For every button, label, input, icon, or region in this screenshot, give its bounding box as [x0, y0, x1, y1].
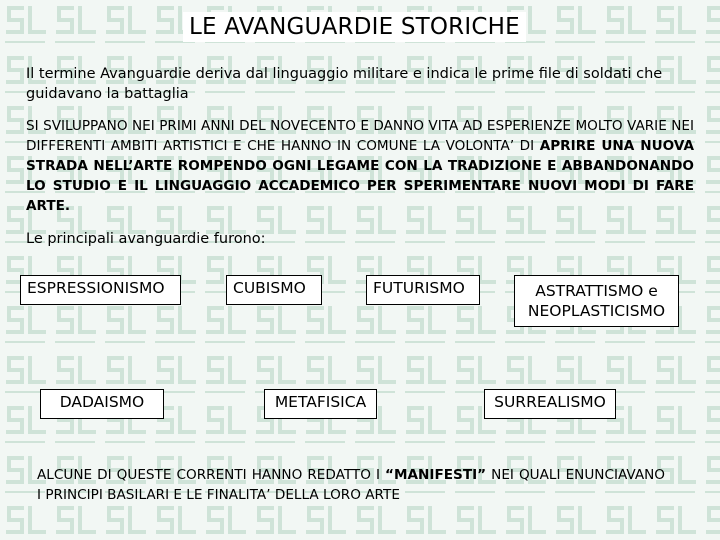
- watermark-sl-tile: [356, 508, 394, 540]
- watermark-sl-tile: [706, 8, 720, 42]
- watermark-sl-tile: [406, 308, 444, 342]
- watermark-sl-tile: [706, 458, 720, 492]
- movement-espressionismo: ESPRESSIONISMO: [20, 275, 181, 305]
- watermark-sl-tile: [306, 308, 344, 342]
- watermark-sl-tile: [356, 358, 394, 392]
- watermark-sl-tile: [306, 508, 344, 540]
- movement-metafisica: METAFISICA: [264, 389, 377, 419]
- movement-surrealismo: SURREALISMO: [484, 389, 616, 419]
- watermark-sl-tile: [406, 408, 444, 442]
- description-paragraph: [26, 116, 694, 216]
- footer-regular-end: NEI QUALI ENUNCIAVANO I PRINCIPI BASILARI E LE FINALITA’ DELLA LORO ARTE: [37, 467, 665, 503]
- page-title: LE AVANGUARDIE STORICHE: [183, 12, 526, 42]
- watermark-sl-tile: [556, 358, 594, 392]
- watermark-sl-tile: [256, 358, 294, 392]
- watermark-sl-tile: [456, 358, 494, 392]
- watermark-sl-tile: [556, 508, 594, 540]
- watermark-sl-tile: [56, 508, 94, 540]
- watermark-sl-tile: [6, 408, 44, 442]
- watermark-sl-tile: [656, 408, 694, 442]
- watermark-sl-tile: [206, 358, 244, 392]
- footer-text: [37, 465, 665, 505]
- footer-manifesti: “MANIFESTI”: [385, 467, 487, 483]
- footer-regular: ALCUNE DI QUESTE CORRENTI HANNO REDATTO I: [37, 467, 386, 483]
- movement-cubismo: CUBISMO: [226, 275, 322, 305]
- watermark-sl-tile: [6, 358, 44, 392]
- movement-dadaismo: DADAISMO: [40, 389, 164, 419]
- watermark-sl-tile: [556, 8, 594, 42]
- watermark-sl-tile: [456, 308, 494, 342]
- watermark-sl-tile: [206, 408, 244, 442]
- watermark-sl-tile: [6, 308, 44, 342]
- description-bold: APRIRE UNA NUOVA STRADA NELL’ARTE ROMPENDO OGNI LEGAME CON LA TRADIZIONE E ABBANDONANDO LO STUDIO E IL LINGUAGGIO ACCADEMICO PER SPERIMENTARE NUOVI MODI DI FARE ARTE.: [26, 138, 694, 214]
- watermark-sl-tile: [606, 508, 644, 540]
- watermark-sl-tile: [706, 508, 720, 540]
- watermark-sl-tile: [206, 308, 244, 342]
- watermark-sl-tile: [106, 8, 144, 42]
- watermark-sl-tile: [256, 308, 294, 342]
- watermark-sl-tile: [706, 58, 720, 92]
- watermark-sl-tile: [656, 508, 694, 540]
- watermark-sl-tile: [156, 358, 194, 392]
- watermark-sl-tile: [56, 358, 94, 392]
- watermark-sl-tile: [106, 358, 144, 392]
- watermark-sl-tile: [656, 358, 694, 392]
- watermark-sl-tile: [706, 408, 720, 442]
- watermark-sl-tile: [206, 508, 244, 540]
- watermark-sl-tile: [456, 508, 494, 540]
- intro-text: Il termine Avanguardie deriva dal linguaggio militare e indica le prime file di soldati che guidavano la battaglia: [26, 66, 663, 102]
- watermark-sl-tile: [156, 508, 194, 540]
- watermark-sl-tile: [606, 358, 644, 392]
- watermark-sl-tile: [706, 208, 720, 242]
- movement-astrattismo: ASTRATTISMO e NEOPLASTICISMO: [514, 275, 679, 327]
- watermark-sl-tile: [706, 258, 720, 292]
- watermark-sl-tile: [106, 308, 144, 342]
- movement-futurismo: FUTURISMO: [366, 275, 480, 305]
- watermark-sl-tile: [506, 508, 544, 540]
- watermark-sl-tile: [6, 508, 44, 540]
- watermark-sl-tile: [56, 308, 94, 342]
- watermark-sl-tile: [656, 8, 694, 42]
- watermark-sl-tile: [306, 358, 344, 392]
- movements-heading: Le principali avanguardie furono:: [26, 231, 266, 247]
- watermark-sl-tile: [706, 308, 720, 342]
- watermark-sl-tile: [706, 108, 720, 142]
- watermark-sl-tile: [56, 8, 94, 42]
- watermark-sl-tile: [406, 358, 444, 392]
- watermark-sl-tile: [256, 508, 294, 540]
- watermark-sl-tile: [706, 158, 720, 192]
- watermark-sl-tile: [706, 358, 720, 392]
- watermark-sl-tile: [106, 508, 144, 540]
- watermark-sl-tile: [356, 308, 394, 342]
- watermark-sl-tile: [606, 8, 644, 42]
- watermark-sl-tile: [6, 8, 44, 42]
- description-regular: SI SVILUPPANO NEI PRIMI ANNI DEL NOVECENTO E DANNO VITA AD ESPERIENZE MOLTO VARIE NEI DIFFERENTI AMBITI ARTISTICI E CHE HANNO IN COMUNE LA VOLONTA’ DI: [26, 118, 694, 154]
- watermark-sl-tile: [406, 508, 444, 540]
- watermark-sl-tile: [156, 308, 194, 342]
- watermark-sl-tile: [506, 358, 544, 392]
